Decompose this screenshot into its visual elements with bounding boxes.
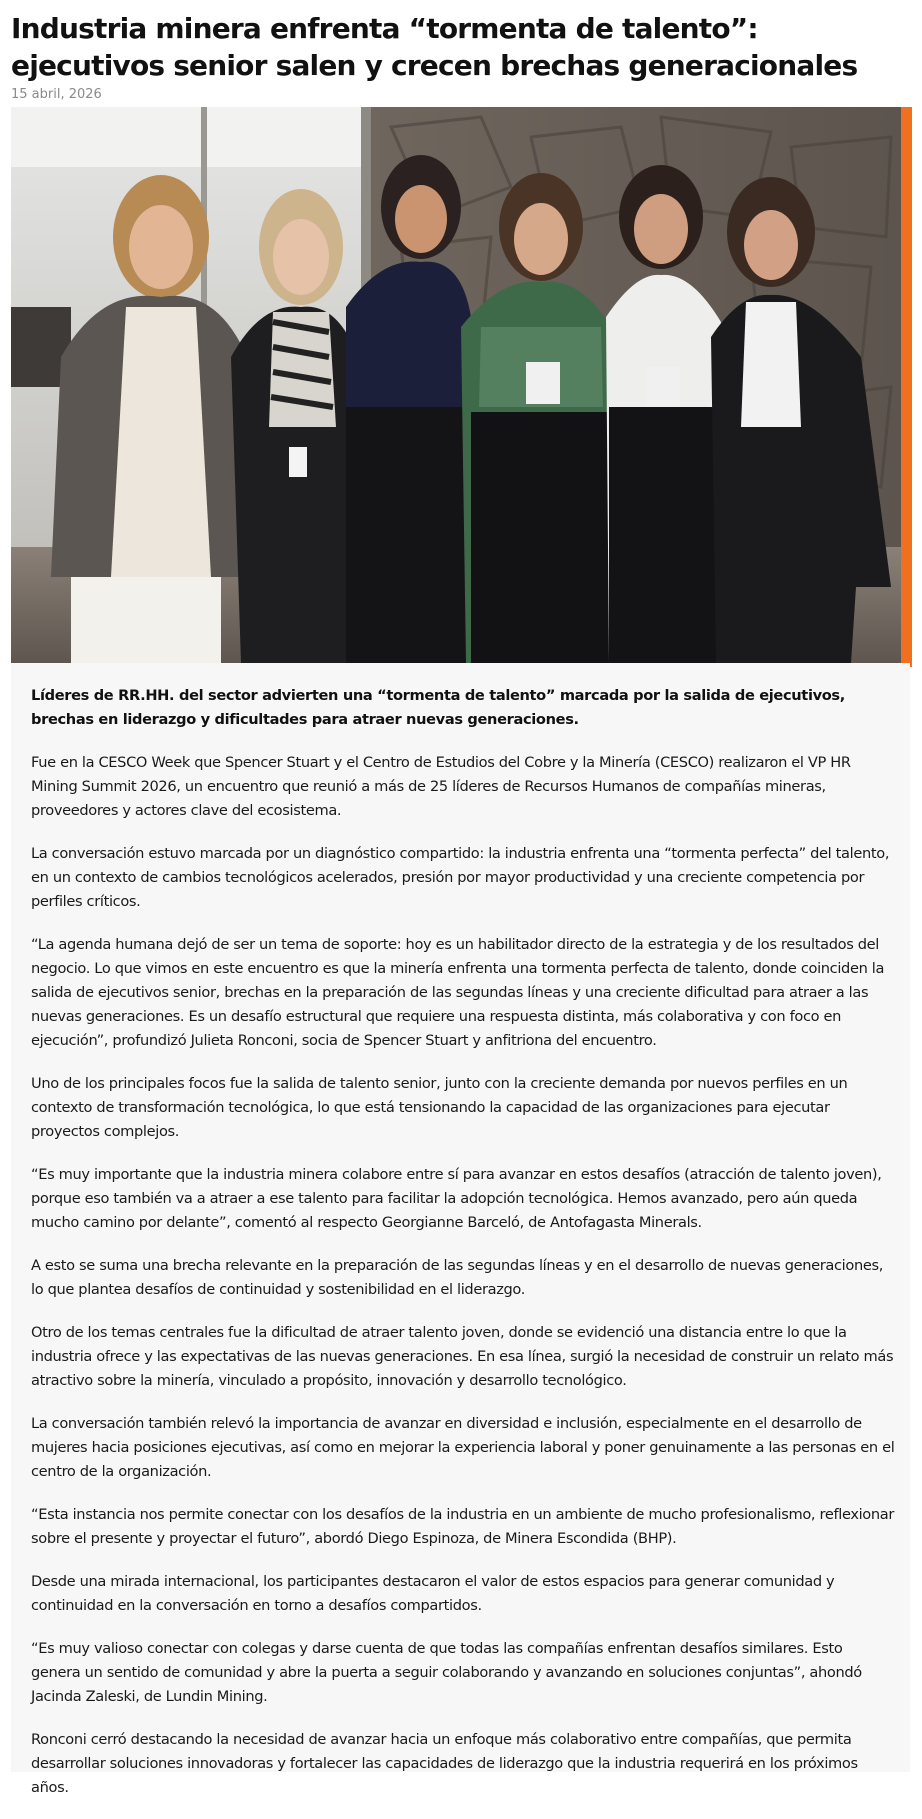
article-paragraph-12: Ronconi cerró destacando la necesidad de avanzar hacia un enfoque más colaborativo entre compañías, que permita desarrollar soluciones innovadoras y fortalecer las capacidades de liderazgo que la industria requerirá en los próximos años. bbox=[31, 1731, 858, 1796]
article-paragraph-10: Desde una mirada internacional, los participantes destacaron el valor de estos espacios para generar comunidad y continuidad en la conversación en torno a desafíos compartidos. bbox=[31, 1573, 835, 1614]
article-lead: Líderes de RR.HH. del sector advierten una “tormenta de talento” marcada por la salida de ejecutivos, brechas en liderazgo y dificultades para atraer nuevas generaciones. bbox=[31, 687, 845, 728]
photo-accent-bar bbox=[901, 107, 912, 667]
article-paragraph-9: “Esta instancia nos permite conectar con los desafíos de la industria en un ambiente de mucho profesionalismo, reflexionar sobre el presente y proyectar el futuro”, abordó Diego Espinoza, de Minera Escondida (BHP). bbox=[31, 1506, 895, 1547]
article-content bbox=[31, 684, 895, 1819]
article-paragraph-7: Otro de los temas centrales fue la dificultad de atraer talento joven, donde se evidenció una distancia entre lo que la industria ofrece y las expectativas de las nuevas generaciones. En esa línea, surgió la necesidad de construir un relato más atractivo sobre la minería, vinculado a propósito, innovación y desarrollo tecnológico. bbox=[31, 1324, 894, 1389]
article-paragraph-2: La conversación estuvo marcada por un diagnóstico compartido: la industria enfrenta una “tormenta perfecta” del talento, en un contexto de cambios tecnológicos acelerados, presión por mayor productividad y una creciente competencia por perfiles críticos. bbox=[31, 845, 890, 910]
article-paragraph-5: “Es muy importante que la industria minera colabore entre sí para avanzar en estos desafíos (atracción de talento joven), porque eso también va a atraer a ese talento para facilitar la adopción tecnológica. Hemos avanzado, pero aún queda mucho camino por delante”, comentó al respecto Georgianne Barceló, de Antofagasta Minerals. bbox=[31, 1166, 882, 1231]
article-paragraph-3: “La agenda humana dejó de ser un tema de soporte: hoy es un habilitador directo de la estrategia y de los resultados del negocio. Lo que vimos en este encuentro es que la minería enfrenta una tormenta perfecta de talento, donde coinciden la salida de ejecutivos senior, brechas en la preparación de las segundas líneas y una creciente dificultad para atraer a las nuevas generaciones. Es un desafío estructural que requiere una respuesta distinta, más colaborativa y con foco en ejecución”, profundizó Julieta Ronconi, socia de Spencer Stuart y anfitriona del encuentro. bbox=[31, 936, 885, 1049]
article-paragraph-1: Fue en la CESCO Week que Spencer Stuart y el Centro de Estudios del Cobre y la Minería (CESCO) realizaron el VP HR Mining Summit 2026, un encuentro que reunió a más de 25 líderes de Recursos Humanos de compañías mineras, proveedores y actores clave del ecosistema. bbox=[31, 754, 851, 819]
article-photo bbox=[11, 107, 901, 663]
article-paragraph-4: Uno de los principales focos fue la salida de talento senior, junto con la creciente demanda por nuevos perfiles en un contexto de transformación tecnológica, lo que está tensionando la capacidad de las organizaciones para ejecutar proyectos complejos. bbox=[31, 1075, 848, 1140]
article-paragraph-8: La conversación también relevó la importancia de avanzar en diversidad e inclusión, especialmente en el desarrollo de mujeres hacia posiciones ejecutivas, así como en mejorar la experiencia laboral y poner genuinamente a las personas en el centro de la organización. bbox=[31, 1415, 895, 1480]
article-paragraph-6: A esto se suma una brecha relevante en la preparación de las segundas líneas y en el desarrollo de nuevas generaciones, lo que plantea desafíos de continuidad y sostenibilidad en el liderazgo. bbox=[31, 1257, 884, 1298]
article-paragraph-11: “Es muy valioso conectar con colegas y darse cuenta de que todas las compañías enfrentan desafíos similares. Esto genera un sentido de comunidad y abre la puerta a seguir colaborando y avanzando en soluciones conjuntas”, ahondó Jacinda Zaleski, de Lundin Mining. bbox=[31, 1640, 862, 1705]
article-date: 15 abril, 2026 bbox=[11, 87, 102, 102]
article-headline: Industria minera enfrenta “tormenta de talento”: ejecutivos senior salen y crecen brechas generacionales bbox=[11, 12, 858, 82]
